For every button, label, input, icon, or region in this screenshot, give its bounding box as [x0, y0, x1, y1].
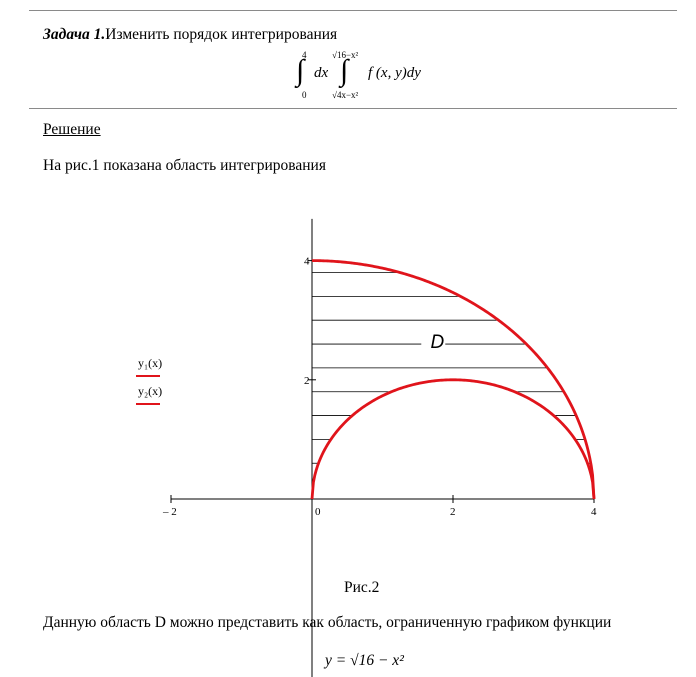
- legend-label-y2: y₂(x): [138, 384, 163, 398]
- task-text: Изменить порядок интегрирования: [105, 26, 338, 43]
- legend-label-y1: y₁(x): [138, 356, 163, 370]
- x-tick-label: 0: [315, 506, 321, 518]
- legend-line-y2: [136, 403, 160, 405]
- formula-rhs: √16 − x²: [350, 652, 404, 669]
- x-tick-label: – 2: [163, 506, 177, 518]
- region-label: D: [430, 332, 445, 354]
- curve-y2: [312, 380, 594, 499]
- x-tick-label: 2: [450, 506, 456, 518]
- solution-heading: Решение: [43, 121, 101, 138]
- int1-lower: 0: [302, 90, 307, 100]
- formula-lhs: y =: [325, 652, 351, 669]
- y-tick-label: 2: [304, 374, 310, 387]
- integrand: f (x, y)dy: [368, 65, 421, 81]
- int2-lower: √4x−x²: [332, 90, 359, 100]
- x-tick-label: 4: [591, 506, 597, 518]
- solution-paragraph: Данную область D можно представить как область, ограниченную графиком функции: [43, 614, 612, 631]
- dx-symbol: dx: [314, 65, 329, 81]
- legend-line-y1: [136, 375, 160, 377]
- function-formula: [325, 652, 404, 670]
- int2-sign: ∫: [340, 54, 349, 87]
- solution-intro: На рис.1 показана область интегрирования: [43, 157, 326, 174]
- figure-caption: Рис.2: [344, 579, 380, 596]
- int1-sign: ∫: [296, 54, 305, 87]
- task-title: Задача 1.: [43, 26, 106, 43]
- y-tick-label: 4: [304, 255, 310, 268]
- int2-upper: √16−x²: [332, 50, 359, 60]
- int1-upper: 4: [302, 50, 307, 60]
